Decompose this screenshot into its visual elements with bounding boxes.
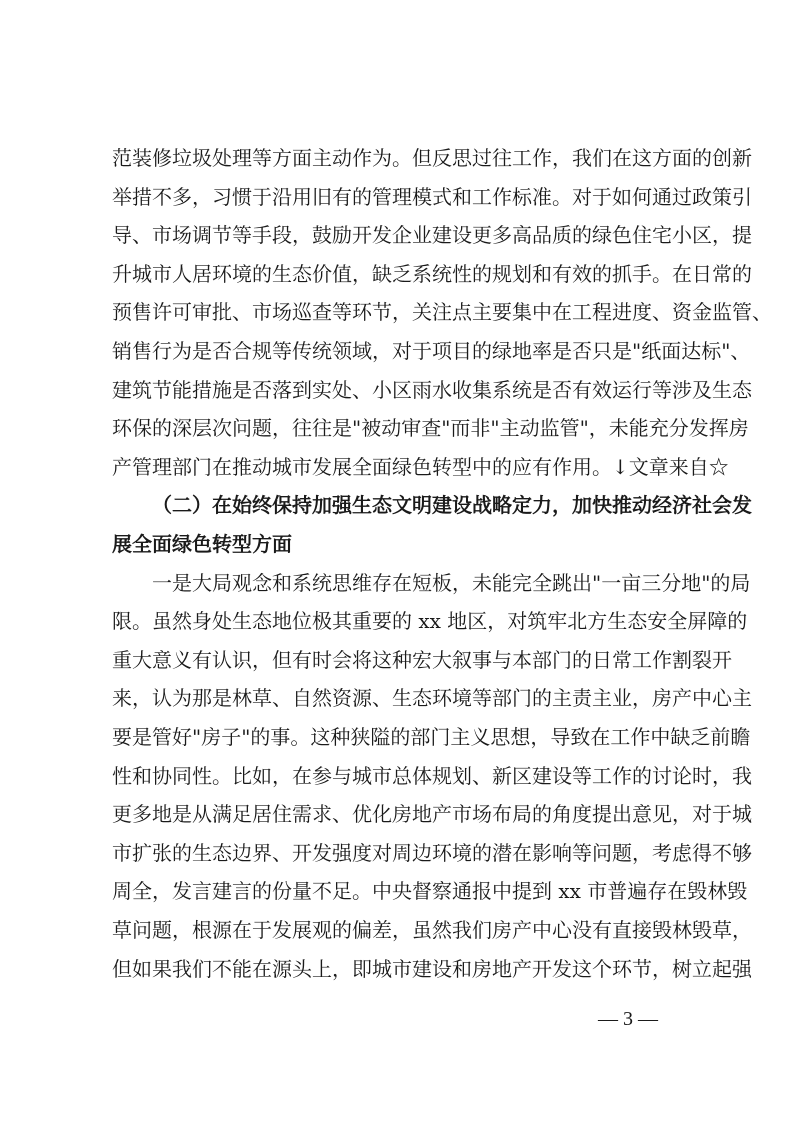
text-line: 要是管好"房子"的事。这种狭隘的部门主义思想，导致在工作中缺乏前瞻	[112, 725, 751, 749]
text-line: 性和协同性。比如，在参与城市总体规划、新区建设等工作的讨论时，我	[112, 763, 752, 788]
text-line: 重大意义有认识，但有时会将这种宏大叙事与本部门的日常工作割裂开	[112, 647, 732, 672]
page-number: — 3 —	[598, 1008, 658, 1030]
text-line: 销售行为是否合规等传统领域，对于项目的绿地率是否只是"纸面达标"、	[112, 339, 751, 363]
text-line: 市扩张的生态边界、开发强度对周边环境的潜在影响等问题，考虑得不够	[112, 840, 752, 865]
text-line: 环保的深层次问题，往往是"被动审查"而非"主动监管"，未能充分发挥房	[112, 416, 749, 441]
text-line: 但如果我们不能在源头上，即城市建设和房地产开发这个环节，树立起强	[112, 956, 752, 981]
text-line: 草问题，根源在于发展观的偏差，虽然我们房产中心没有直接毁林毁草，	[112, 918, 752, 942]
text-line: 范装修垃圾处理等方面主动作为。但反思过往工作，我们在这方面的创新	[112, 146, 752, 170]
heading-line: 展全面绿色转型方面	[112, 532, 292, 556]
heading-line: （二）在始终保持加强生态文明建设战略定力，加快推动经济社会发	[152, 493, 752, 518]
text-line: 举措不多，习惯于沿用旧有的管理模式和工作标准。对于如何通过政策引	[112, 184, 752, 209]
text-line: 导、市场调节等手段，鼓励开发企业建设更多高品质的绿色住宅小区，提	[112, 223, 752, 248]
text-line: 预售许可审批、市场巡查等环节，关注点主要集中在工程进度、资金监管、	[112, 300, 772, 325]
text-line: 来，认为那是林草、自然资源、生态环境等部门的主责主业，房产中心主	[112, 686, 752, 711]
text-line: 一是大局观念和系统思维存在短板，未能完全跳出"一亩三分地"的局	[152, 570, 751, 595]
text-line: 限。虽然身处生态地位极其重要的 xx 地区，对筑牢北方生态安全屏障的	[112, 609, 748, 634]
text-line: 产管理部门在推动城市发展全面绿色转型中的应有作用。↓文章来自☆	[112, 454, 729, 479]
text-line: 升城市人居环境的生态价值，缺乏系统性的规划和有效的抓手。在日常的	[112, 261, 752, 286]
text-line: 建筑节能措施是否落到实处、小区雨水收集系统是否有效运行等涉及生态	[112, 377, 752, 402]
text-line: 更多地是从满足居住需求、优化房地产市场布局的角度提出意见，对于城	[112, 802, 752, 827]
text-line: 周全，发言建言的份量不足。中央督察通报中提到 xx 市普遍存在毁林毁	[112, 879, 748, 904]
